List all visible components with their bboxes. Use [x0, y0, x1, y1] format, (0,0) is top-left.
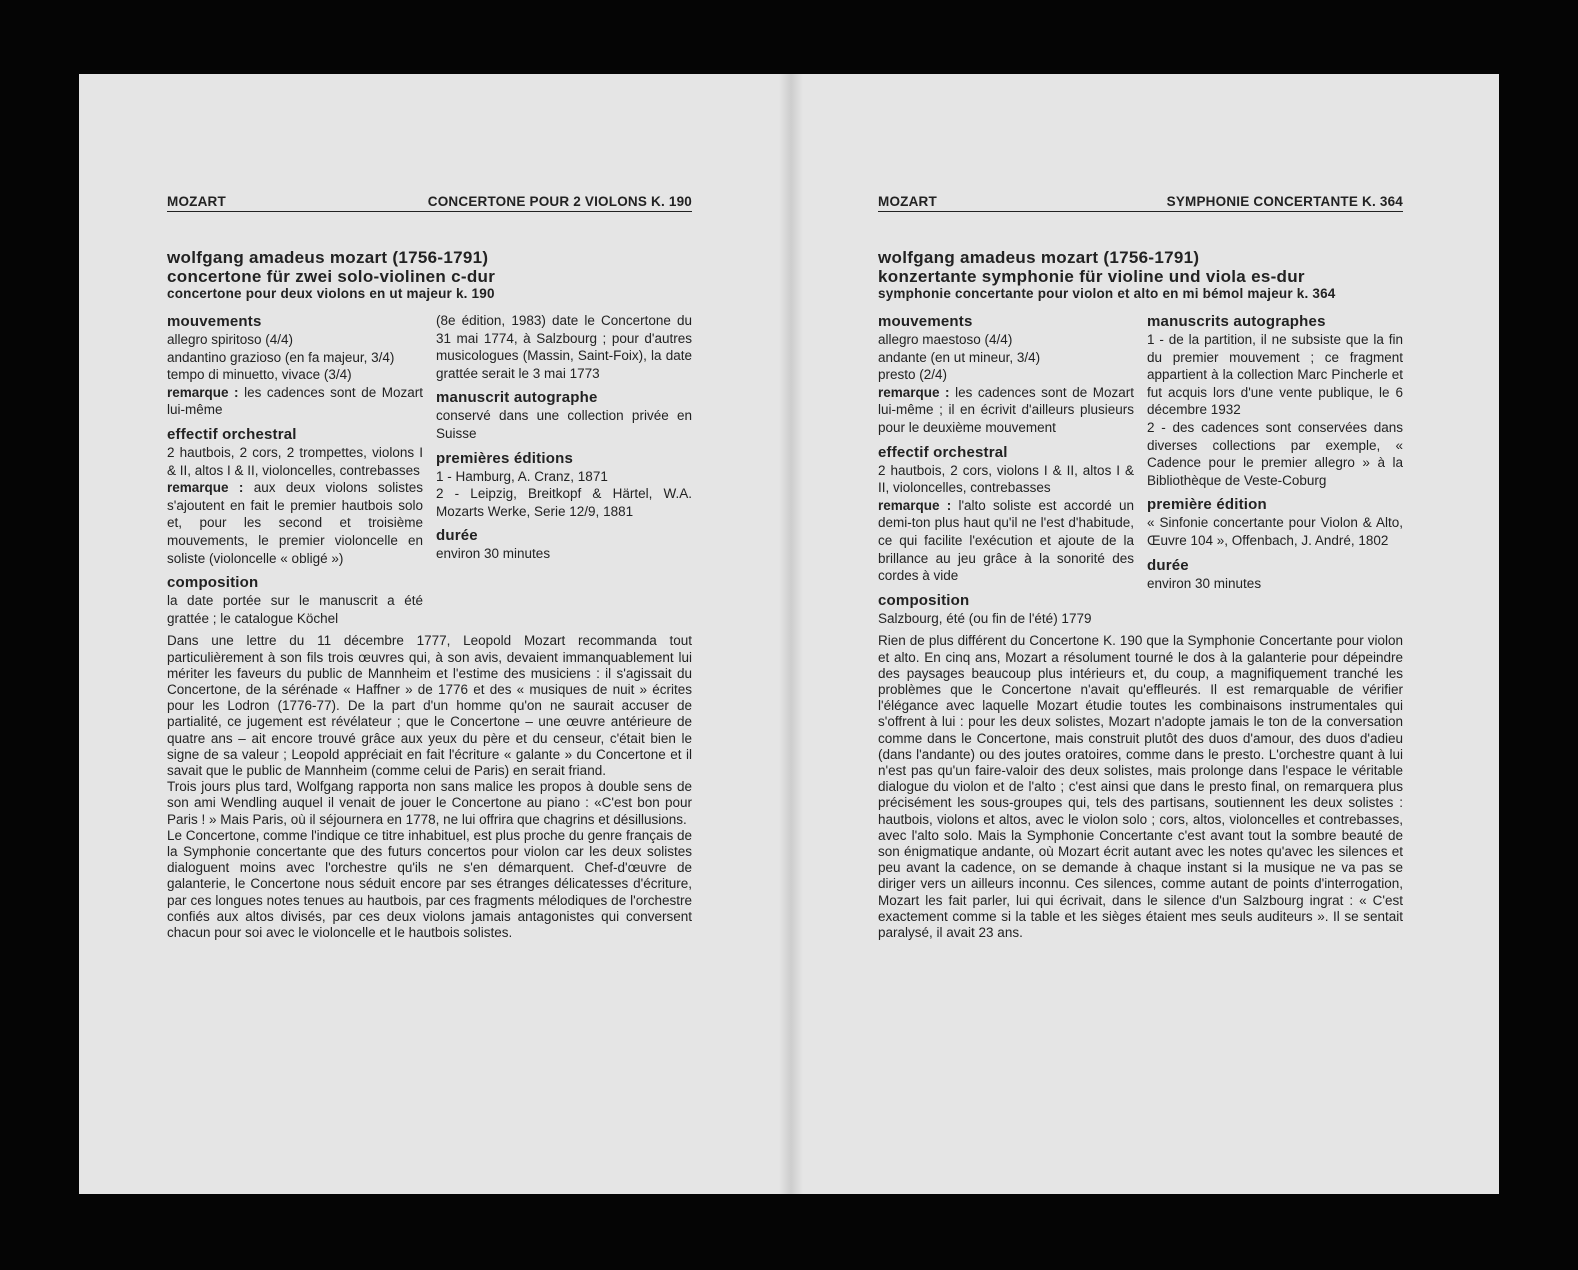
manuscrit-heading: manuscrit autographe — [436, 389, 598, 407]
info-columns — [167, 312, 692, 627]
mouvements-heading: mouvements — [878, 313, 973, 330]
remarque-label: remarque : — [167, 480, 244, 496]
work-titles — [878, 248, 1403, 302]
mouvements-heading: mouvements — [167, 313, 262, 330]
manuscrit-text: conservé dans une collection privée en Suisse — [436, 408, 692, 441]
composition-text: Salzbourg, été (ou fin de l'été) 1779 — [878, 610, 1092, 626]
edition-item: 2 - Leipzig, Breitkopf & Härtel, W.A. Mozarts Werke, Serie 12/9, 1881 — [436, 486, 692, 519]
duree-heading: durée — [1147, 556, 1189, 574]
remarque-label: remarque : — [167, 384, 239, 400]
info-columns — [878, 312, 1403, 627]
duree-text: environ 30 minutes — [1147, 575, 1262, 591]
movement-item: tempo di minuetto, vivace (3/4) — [167, 367, 352, 383]
left-page — [79, 74, 792, 1194]
effectif-text: 2 hautbois, 2 cors, 2 trompettes, violons I & II, altos I & II, violoncelles, contrebasses — [167, 444, 423, 478]
movement-item: allegro maestoso (4/4) — [878, 332, 1013, 347]
remarque-paragraph — [878, 384, 1134, 437]
french-title: symphonie concertante pour violon et alto en mi bémol majeur k. 364 — [878, 286, 1336, 301]
edition-item: 1 - Hamburg, A. Cranz, 1871 — [436, 468, 608, 484]
german-title: concertone für zwei solo-violinen c-dur — [167, 267, 496, 286]
duree-heading: durée — [436, 527, 478, 545]
composer-title: wolfgang amadeus mozart (1756-1791) — [878, 248, 1200, 267]
manuscrit-item: 1 - de la partition, il ne subsiste que la fin du premier mouvement ; ce fragment appartient à la collection Marc Pincherle et fut acquis lors d'une vente publique, le 6 décembre 1932 — [1147, 332, 1403, 418]
movement-item: andante (en ut mineur, 3/4) — [878, 349, 1041, 365]
body-text — [167, 633, 692, 941]
remarque-text: l'alto soliste est accordé un demi-ton plus haut qu'il ne l'est d'habitude, ce qui facilite l'exécution et ajoute de la brillance au jeu grâce à la sonorité des cordes à vide — [878, 497, 1134, 584]
running-head-composer: MOZART — [167, 194, 226, 209]
remarque-text: les cadences sont de Mozart lui-même — [167, 384, 423, 418]
left-page-content — [167, 194, 692, 941]
movement-item: andantino grazioso (en fa majeur, 3/4) — [167, 349, 395, 365]
movement-item: presto (2/4) — [878, 367, 948, 383]
book-gutter-shadow — [779, 74, 803, 1194]
manuscrit-item: 2 - des cadences sont conservées dans diverses collections par exemple, « Cadence pour le premier allegro » à la Bibliothèque de Veste-Coburg — [1147, 419, 1403, 488]
remarque-paragraph — [167, 384, 423, 419]
composer-title: wolfgang amadeus mozart (1756-1791) — [167, 248, 489, 267]
info-column-1 — [167, 312, 423, 627]
remarque-paragraph — [167, 479, 423, 567]
running-head-composer: MOZART — [878, 194, 937, 209]
manuscrits-heading: manuscrits autographes — [1147, 313, 1326, 330]
running-head-work: SYMPHONIE CONCERTANTE K. 364 — [1166, 194, 1403, 209]
edition-heading: première édition — [1147, 496, 1267, 514]
effectif-heading: effectif orchestral — [167, 425, 297, 443]
effectif-text: 2 hautbois, 2 cors, violons I & II, altos I & II, violoncelles, contrebasses — [878, 462, 1134, 496]
remarque-paragraph — [878, 497, 1134, 585]
body-paragraph: Le Concertone, comme l'indique ce titre inhabituel, est plus proche du genre français de la Symphonie concertante que des futurs concertos pour violon car les deux solistes dialoguent moins avec l'orchestre qu'ils ne s'en démarquent. Chef-d'œuvre de galanterie, le Concertone nous séduit encore par ses étranges délicatesses d'écriture, par ces longues notes tenues au hautbois, par ces fragments mélodiques de l'orchestre confiés aux altos divisés, par ces deux violons jamais antagonistes qui conversent chacun pour soi avec le violoncelle et le hautbois solistes. — [167, 827, 692, 940]
running-head — [167, 194, 692, 212]
composition-heading: composition — [878, 591, 970, 609]
work-titles — [167, 248, 692, 302]
right-page-content — [878, 194, 1403, 941]
body-paragraph: Dans une lettre du 11 décembre 1777, Leopold Mozart recommanda tout particulièrement à son fils trois œuvres qui, à son avis, devaient immanquablement lui mériter les faveurs du public de Mannheim et l'estime des musiciens : il s'agissait du Concertone, de la sérénade « Haffner » de 1776 et des « musiques de nuit » écrites pour les Lodron (1776-77). De la part d'un homme qu'on ne saurait accuser de partialité, ce jugement est révélateur ; que le Concertone – une œuvre antérieure de quatre ans – ait encore trouvé grâce aux yeux du père et du censeur, c'était bien le signe de sa valeur ; Leopold appréciait en fait l'écriture « galante » du Concertone et il savait que le public de Mannheim (comme celui de Paris) en serait friand. — [167, 633, 692, 778]
body-text — [878, 633, 1403, 941]
remarque-label: remarque : — [878, 384, 950, 400]
composition-text: la date portée sur le manuscrit a été grattée ; le catalogue Köchel — [167, 593, 423, 626]
book-spread — [79, 74, 1499, 1194]
composition-heading: composition — [167, 574, 259, 592]
info-column-1 — [878, 312, 1134, 627]
remarque-text: aux deux violons solistes s'ajoutent en fait le premier hautbois solo et, pour les second et troisième mouvements, le premier violoncelle en soliste (violoncelle « obligé ») — [167, 480, 423, 566]
right-page — [791, 74, 1499, 1194]
edition-text: « Sinfonie concertante pour Violon & Alto, Œuvre 104 », Offenbach, J. André, 1802 — [1147, 515, 1403, 548]
remarque-text: les cadences sont de Mozart lui-même ; il en écrivit d'ailleurs plusieurs pour le deuxième mouvement — [878, 384, 1134, 435]
running-head — [878, 194, 1403, 212]
info-column-2 — [436, 312, 692, 627]
body-paragraph: Trois jours plus tard, Wolfgang rapporta non sans malice les propos à double sens de son ami Wendling auquel il venait de jouer le Concertone au piano : «C'est bon pour Paris ! » Mais Paris, où il séjournera en 1778, ne lui offrira que chagrins et désillusions. — [167, 779, 692, 827]
running-head-work: CONCERTONE POUR 2 VIOLONS K. 190 — [427, 194, 692, 209]
editions-heading: premières éditions — [436, 449, 573, 467]
body-paragraph: Rien de plus différent du Concertone K. 190 que la Symphonie Concertante pour violon et alto. En cinq ans, Mozart a résolument tourné le dos à la galanterie pour dépeindre des paysages beaucoup plus intérieurs et, du coup, a magnifiquement tranché les problèmes que le Concertone n'avait qu'effleurés. Il est remarquable de vérifier l'élégance avec laquelle Mozart étudie toutes les combinaisons instrumentales qui s'offrent à lui : pour les deux solistes, Mozart n'adopte jamais le ton de la conversation comme dans le Concertone, mais construit plutôt des duos d'amour, des duos d'adieu (dans l'andante) ou des joutes oratoires, comme dans le presto. L'orchestre quant à lui n'est pas qu'un faire-valoir des deux solistes, mais prolonge dans l'espace le véritable dialogue du violon et de l'alto ; c'est ainsi que dans le presto final, on remarquera plus précisément les sous-groupes qui, tels des partisans, soutiennent les deux solistes : hautbois, violons et altos, avec le violon solo ; cors, altos, violoncelles et contrebasses, avec l'alto solo. Mais la Symphonie Concertante c'est avant tout la sombre beauté de son énigmatique andante, où Mozart écrit autant avec les notes qu'avec les silences et peu avant la cadence, on se demande à chaque instant si la musique ne va pas se diriger vers un ailleurs inconnu. Ces silences, comme autant de points d'interrogation, Mozart les fait parler, lui qui écrivait, dans le silence d'un Salzbourg ingrat : « C'est exactement comme si la table et les sièges étaient mes seuls auditeurs ». Il se sentait paralysé, il avait 23 ans. — [878, 633, 1403, 940]
info-column-2 — [1147, 312, 1403, 627]
remarque-label: remarque : — [878, 497, 952, 513]
french-title: concertone pour deux violons en ut majeur k. 190 — [167, 286, 495, 301]
effectif-heading: effectif orchestral — [878, 443, 1008, 461]
composition-continued: (8e édition, 1983) date le Concertone du 31 mai 1774, à Salzbourg ; pour d'autres musicologues (Massin, Saint-Foix), la date grattée serait le 3 mai 1773 — [436, 313, 692, 381]
german-title: konzertante symphonie für violine und viola es-dur — [878, 267, 1305, 286]
duree-text: environ 30 minutes — [436, 546, 551, 562]
movement-item: allegro spiritoso (4/4) — [167, 332, 294, 347]
